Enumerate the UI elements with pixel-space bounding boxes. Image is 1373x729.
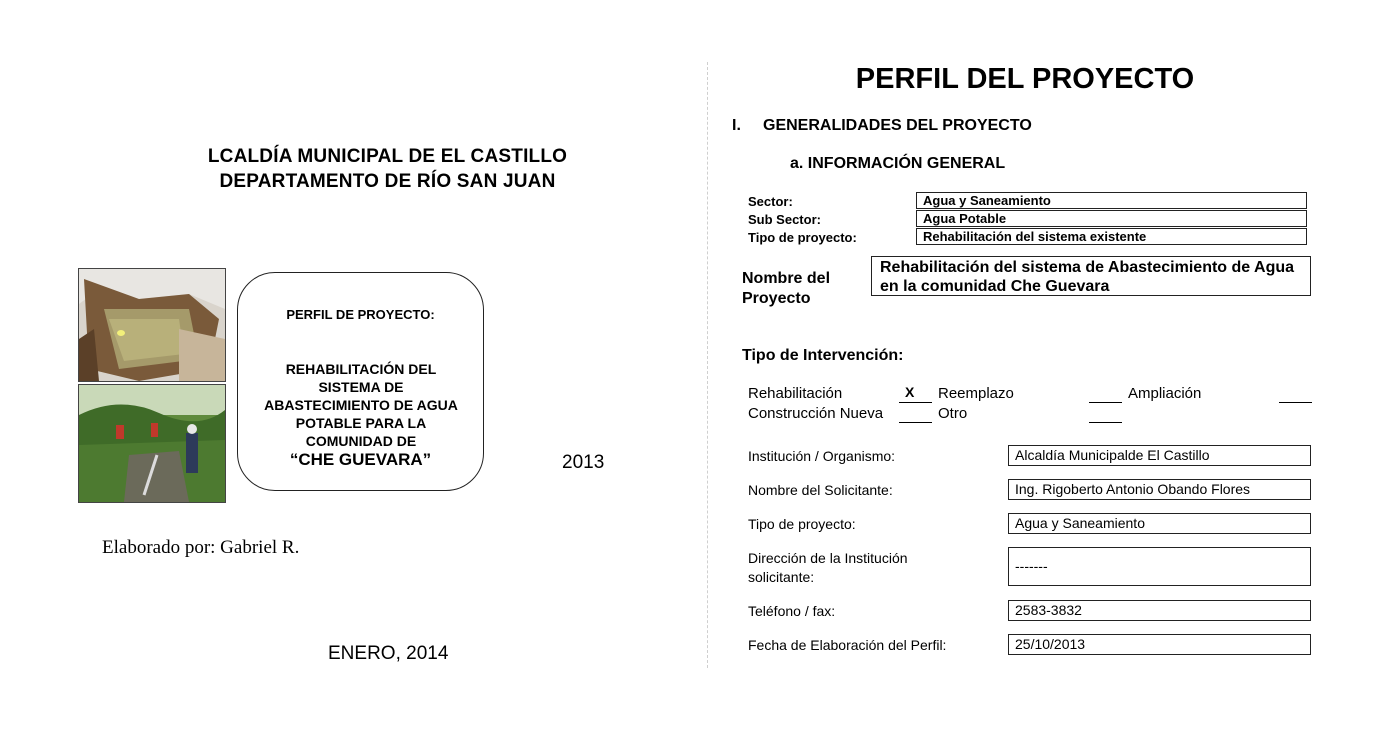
community-photo	[78, 384, 226, 503]
institution-address-label: Dirección de la Institución solicitante:	[748, 550, 908, 585]
option-ampliacion: Ampliación	[1128, 385, 1202, 402]
org-name-line1: LCALDÍA MUNICIPAL DE EL CASTILLO	[207, 146, 568, 167]
otro-blank	[1089, 422, 1122, 423]
sector-label: Sector:	[748, 194, 793, 209]
cover-author: Elaborado por: Gabriel R.	[102, 537, 300, 558]
institution-label: Institución / Organismo:	[748, 448, 896, 464]
institution-value: Alcaldía Municipalde El Castillo	[1008, 445, 1311, 466]
option-reemplazo: Reemplazo	[938, 385, 1014, 402]
cover-box-title: REHABILITACIÓN DEL SISTEMA DE ABASTECIMIENTO DE AGUA POTABLE PARA LA COMUNIDAD DE	[264, 361, 458, 449]
page-divider	[707, 62, 708, 668]
cover-box-label: PERFIL DE PROYECTO:	[286, 307, 435, 322]
phone-fax-value: 2583-3832	[1008, 600, 1311, 621]
cover-box-community: “CHE GUEVARA”	[289, 450, 432, 469]
elaboration-date-value: 25/10/2013	[1008, 634, 1311, 655]
institution-address-value: -------	[1008, 547, 1311, 586]
reemplazo-blank	[1089, 402, 1122, 403]
option-rehabilitacion: Rehabilitación	[748, 385, 843, 402]
ampliacion-blank	[1279, 402, 1312, 403]
rehabilitacion-blank	[899, 402, 932, 403]
page-title: PERFIL DEL PROYECTO	[855, 63, 1195, 95]
sector-value: Agua y Saneamiento	[916, 192, 1307, 209]
applicant-label: Nombre del Solicitante:	[748, 482, 893, 498]
subsector-value: Agua Potable	[916, 210, 1307, 227]
project-type-label: Tipo de proyecto:	[748, 230, 857, 245]
tank-photo	[78, 268, 226, 382]
subsection-heading: a. INFORMACIÓN GENERAL	[790, 155, 1006, 172]
applicant-value: Ing. Rigoberto Antonio Obando Flores	[1008, 479, 1311, 500]
subsector-label: Sub Sector:	[748, 212, 821, 227]
elaboration-date-label: Fecha de Elaboración del Perfil:	[748, 637, 947, 653]
project-type-info-value: Agua y Saneamiento	[1008, 513, 1311, 534]
option-otro: Otro	[938, 405, 968, 422]
phone-fax-label: Teléfono / fax:	[748, 603, 836, 619]
cover-date: ENERO, 2014	[328, 643, 449, 664]
project-type-info-label: Tipo de proyecto:	[748, 516, 856, 532]
section-number: I.	[732, 117, 741, 134]
option-construccion-nueva: Construcción Nueva	[748, 405, 884, 422]
intervention-type-heading: Tipo de Intervención:	[742, 347, 904, 364]
project-name-label: Nombre del Proyecto	[742, 270, 831, 307]
section-heading: GENERALIDADES DEL PROYECTO	[763, 117, 1032, 134]
project-name-value: Rehabilitación del sistema de Abastecimiento de Agua en la comunidad Che Guevara	[871, 256, 1311, 296]
org-name-line2: DEPARTAMENTO DE RÍO SAN JUAN	[219, 171, 556, 192]
cover-year: 2013	[562, 452, 605, 473]
project-type-value: Rehabilitación del sistema existente	[916, 228, 1307, 245]
rehabilitacion-check-mark: X	[905, 384, 915, 400]
construccion-blank	[899, 422, 932, 423]
